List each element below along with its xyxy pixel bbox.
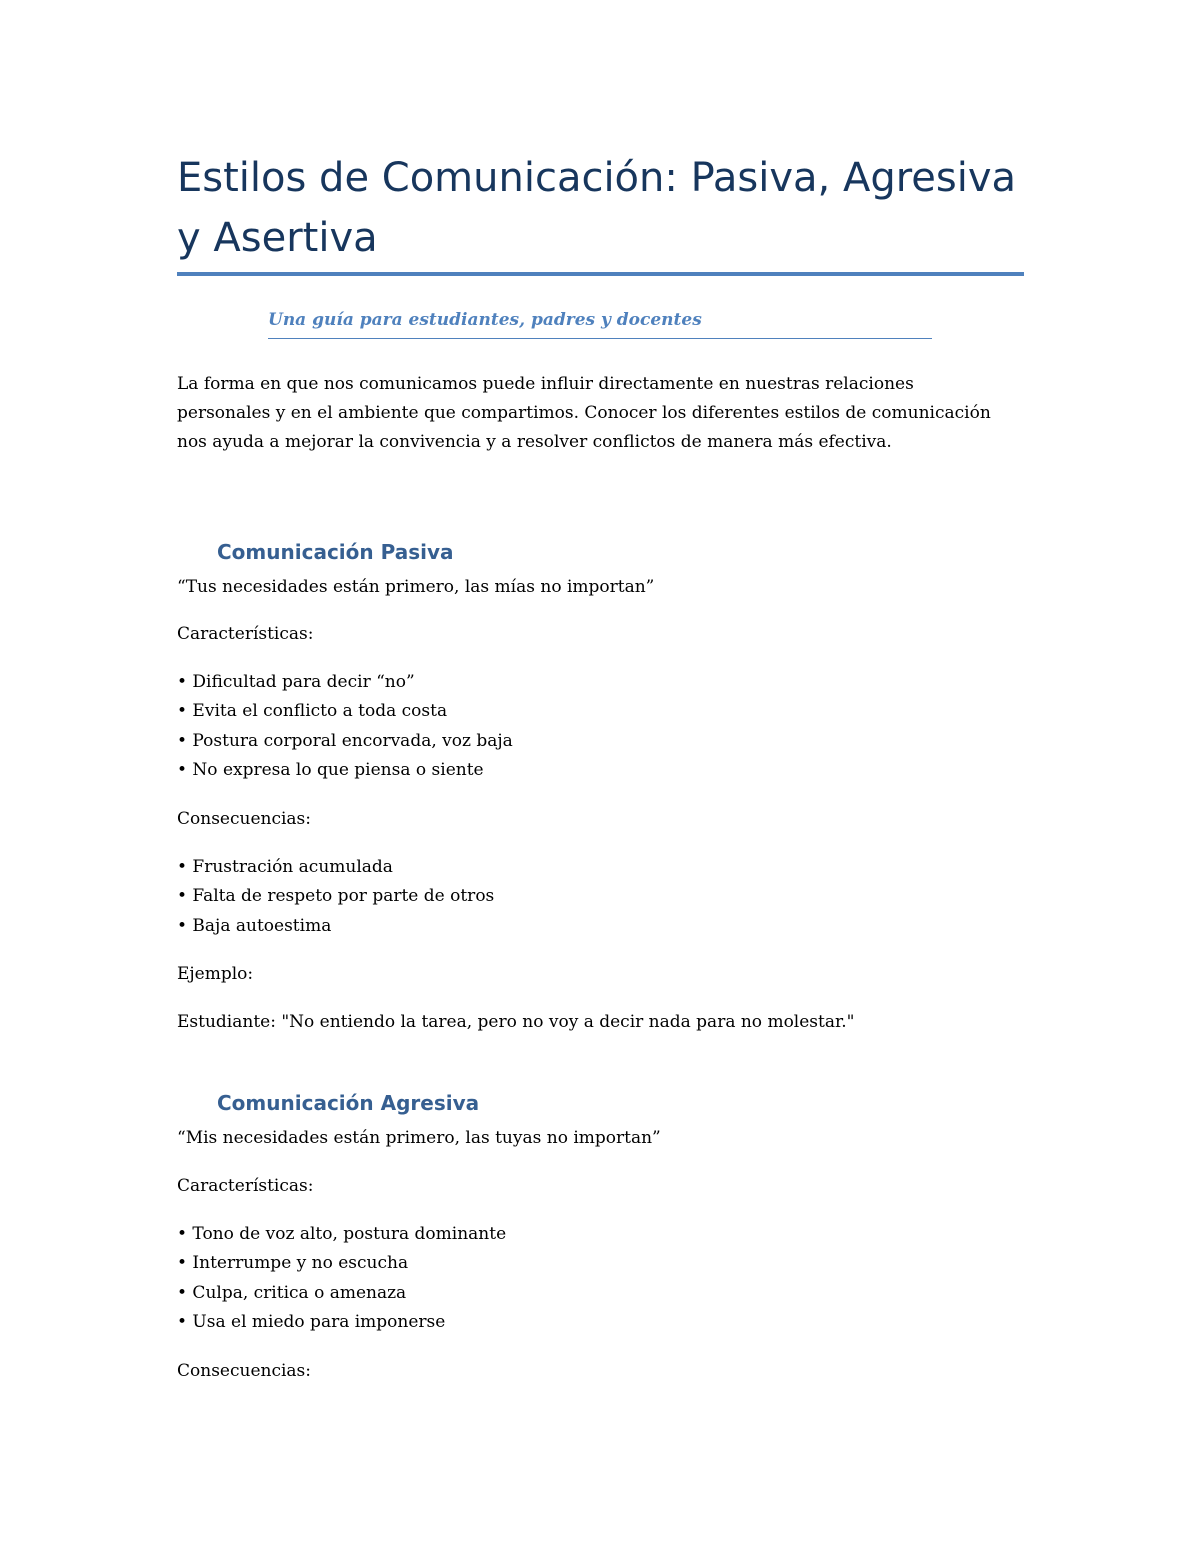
consecuencias-label-agresiva: Consecuencias: [177, 1361, 311, 1381]
list-item: • Frustración acumulada [177, 857, 393, 877]
list-item: • Falta de respeto por parte de otros [177, 886, 495, 907]
caracteristicas-list-pasiva [177, 668, 513, 785]
list-item: • Tono de voz alto, postura dominante [177, 1224, 507, 1244]
consecuencias-label-pasiva: Consecuencias: [177, 809, 311, 829]
heading-pasiva: Comunicación Pasiva [217, 540, 454, 564]
list-item: • Interrumpe y no escucha [177, 1253, 409, 1274]
list-item: • Evita el conflicto a toda costa [177, 701, 448, 722]
document-title: Estilos de Comunicación: Pasiva, Agresiva y Asertiva [177, 155, 1017, 261]
list-item: • Culpa, critica o amenaza [177, 1282, 407, 1303]
caracteristicas-label-pasiva: Características: [177, 624, 314, 644]
ejemplo-pasiva: Estudiante: "No entiendo la tarea, pero no voy a decir nada para no molestar." [177, 1012, 855, 1032]
ejemplo-label-pasiva: Ejemplo: [177, 964, 254, 984]
consecuencias-list-pasiva [177, 853, 494, 941]
heading-agresiva: Comunicación Agresiva [217, 1091, 480, 1115]
caracteristicas-list-agresiva [177, 1220, 506, 1337]
list-item: • Dificultad para decir “no” [177, 672, 415, 692]
list-item: • Usa el miedo para imponerse [177, 1311, 446, 1332]
quote-agresiva: “Mis necesidades están primero, las tuyas no importan” [177, 1128, 661, 1148]
quote-pasiva: “Tus necesidades están primero, las mías no importan” [177, 577, 655, 597]
list-item: • Baja autoestima [177, 915, 332, 936]
document-subtitle: Una guía para estudiantes, padres y docentes [268, 310, 702, 330]
caracteristicas-label-agresiva: Características: [177, 1176, 314, 1196]
list-item: • Postura corporal encorvada, voz baja [177, 730, 513, 751]
title-underline [177, 272, 1024, 276]
intro-paragraph: La forma en que nos comunicamos puede influir directamente en nuestras relaciones personales y en el ambiente que compartimos. Conocer los diferentes estilos de comunicación nos ayuda a mejorar la convivencia y a resolver conflictos de manera más efectiva. [177, 374, 991, 452]
subtitle-underline [268, 338, 932, 339]
list-item: • No expresa lo que piensa o siente [177, 759, 484, 780]
